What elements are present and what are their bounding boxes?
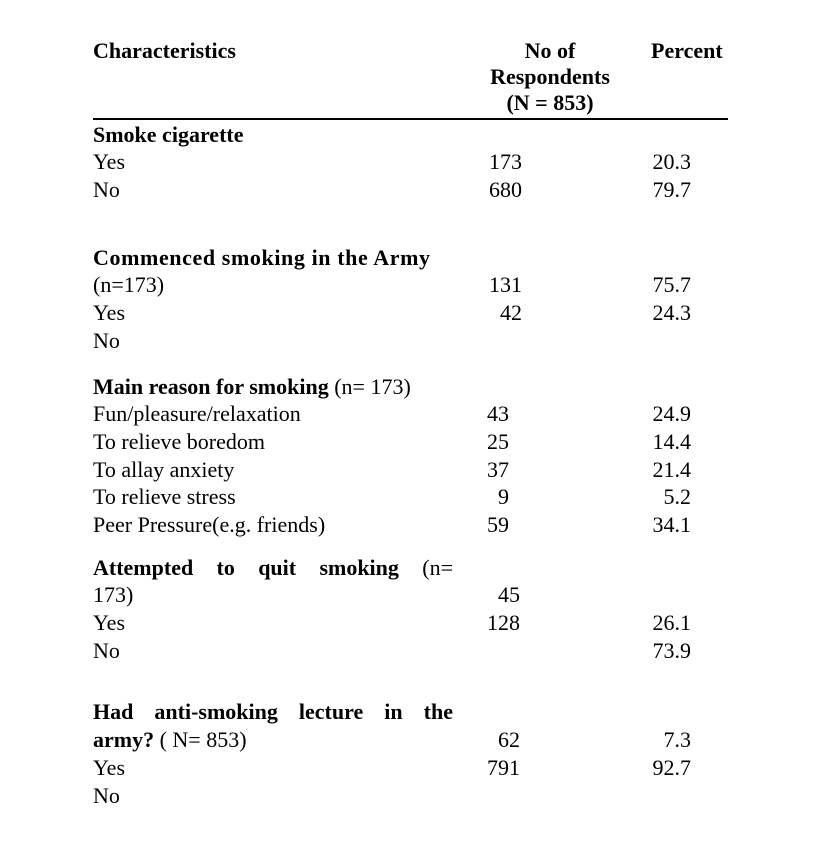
header-respondents-line1: No of xyxy=(524,38,576,63)
row-count: 45 xyxy=(498,582,520,607)
row-count: 131 xyxy=(489,272,522,297)
header-percent: Percent xyxy=(651,38,723,63)
row-count: 42 xyxy=(500,300,522,325)
header-respondents-line2: Respondents xyxy=(490,64,610,89)
section-title-attempted-quit xyxy=(93,554,453,582)
section-title: army? xyxy=(93,727,155,752)
row-label: Peer Pressure(e.g. friends) xyxy=(93,512,326,537)
row-percent: 7.3 xyxy=(663,727,691,752)
row-label: To allay anxiety xyxy=(93,457,235,482)
row-percent: 26.1 xyxy=(652,610,691,635)
title-word: (n= xyxy=(422,555,453,580)
row-label: No xyxy=(93,783,120,808)
row-percent: 21.4 xyxy=(652,457,691,482)
title-word: in xyxy=(384,699,403,724)
row-count: 9 xyxy=(498,484,509,509)
section-title-commenced-smoking: Commenced smoking in the Army xyxy=(93,245,431,270)
row-label: To relieve stress xyxy=(93,484,236,509)
row-count: 680 xyxy=(489,177,522,202)
row-percent: 24.3 xyxy=(652,300,691,325)
section-title: Main reason for smoking xyxy=(93,374,329,399)
row-count: 25 xyxy=(487,429,509,454)
header-respondents-line3: (N = 853) xyxy=(506,90,594,115)
row-percent: 5.2 xyxy=(663,484,691,509)
row-percent: 92.7 xyxy=(652,755,691,780)
row-count: 43 xyxy=(487,401,509,426)
row-label: Yes xyxy=(93,149,126,174)
row-count: 59 xyxy=(487,512,509,537)
title-word: smoking xyxy=(319,555,399,580)
row-label: Yes xyxy=(93,755,126,780)
row-percent: 20.3 xyxy=(652,149,691,174)
row-label: No xyxy=(93,328,120,353)
row-percent: 24.9 xyxy=(652,401,691,426)
row-label: No xyxy=(93,638,120,663)
section-title-smoke-cigarette: Smoke cigarette xyxy=(93,122,244,147)
row-count: 173 xyxy=(489,149,522,174)
title-word: quit xyxy=(258,555,297,580)
row-label: Yes xyxy=(93,300,126,325)
title-word: anti-smoking xyxy=(154,699,278,724)
section-title-main-reason xyxy=(93,373,411,401)
row-label: No xyxy=(93,177,120,202)
title-word: to xyxy=(216,555,235,580)
title-word: lecture xyxy=(298,699,364,724)
header-rule xyxy=(93,118,728,120)
row-label: To relieve boredom xyxy=(93,429,265,454)
row-count: 128 xyxy=(487,610,520,635)
section-note: (n=173) xyxy=(93,272,165,297)
row-percent: 34.1 xyxy=(652,512,691,537)
row-count: 791 xyxy=(487,755,520,780)
section-note: ( N= 853) xyxy=(159,727,247,752)
row-label: Fun/pleasure/relaxation xyxy=(93,401,301,426)
row-percent: 79.7 xyxy=(652,177,691,202)
header-characteristics: Characteristics xyxy=(93,38,236,63)
section-title-line2 xyxy=(93,726,247,754)
title-word: Had xyxy=(93,699,134,724)
section-title-anti-smoking-lecture xyxy=(93,698,453,726)
title-word: the xyxy=(423,699,453,724)
section-note: (n= 173) xyxy=(334,374,411,399)
row-percent: 75.7 xyxy=(652,272,691,297)
title-word: Attempted xyxy=(93,555,194,580)
row-percent: 73.9 xyxy=(652,638,691,663)
row-label: Yes xyxy=(93,610,126,635)
section-note: 173) xyxy=(93,582,134,607)
row-count: 37 xyxy=(487,457,509,482)
row-percent: 14.4 xyxy=(652,429,691,454)
row-count: 62 xyxy=(498,727,520,752)
